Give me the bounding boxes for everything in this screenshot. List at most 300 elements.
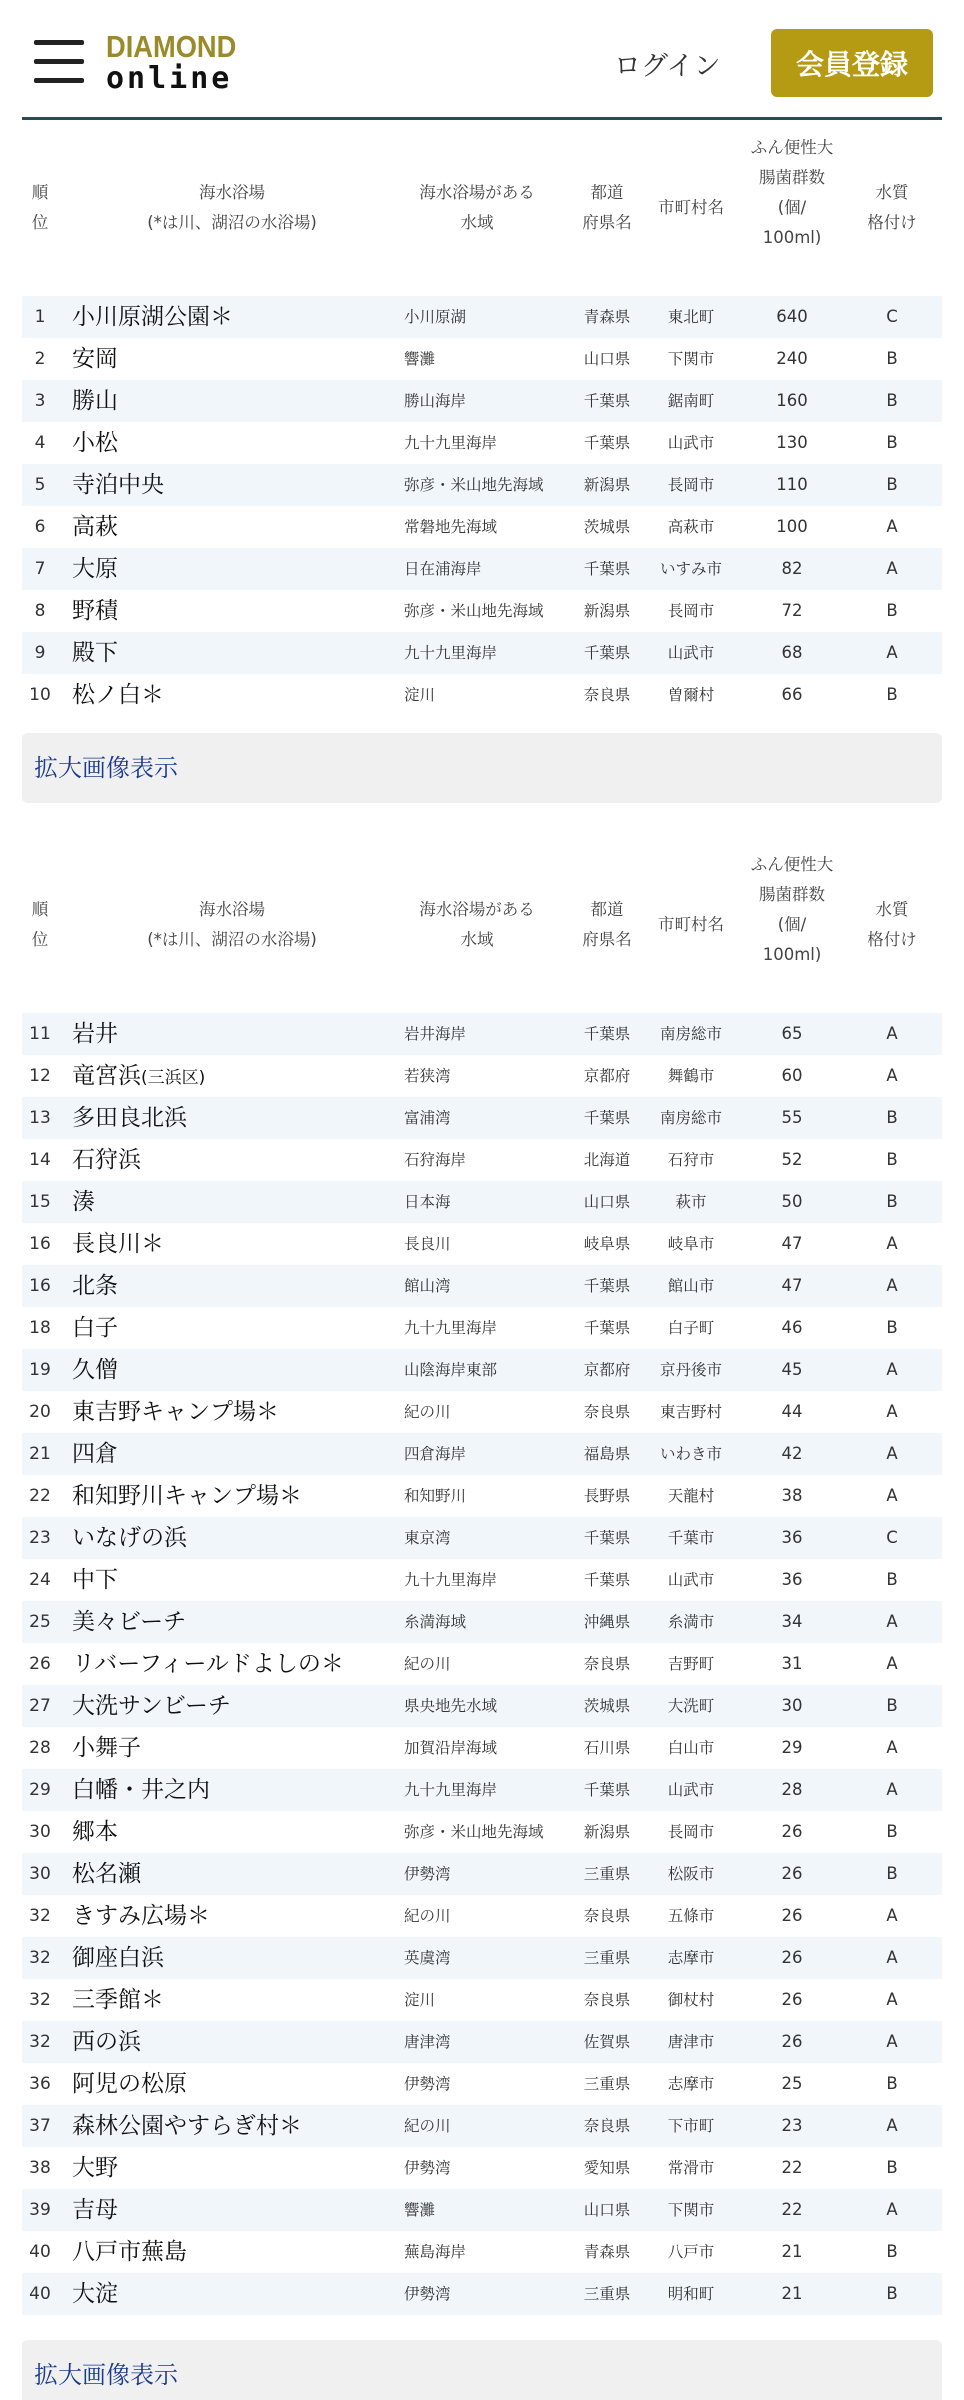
table-row <box>22 674 942 716</box>
beach-name: 竜宮浜 <box>72 1063 141 1089</box>
table-row <box>22 1391 942 1433</box>
city-cell: 白山市 <box>667 1739 715 1757</box>
coliform-count-cell: 29 <box>781 1738 803 1757</box>
logo-line2: online <box>106 61 233 96</box>
coliform-count-cell: 26 <box>781 1948 803 1967</box>
prefecture-cell: 奈良県 <box>583 1907 631 1925</box>
prefecture-cell: 新潟県 <box>583 602 631 620</box>
city-cell: 鋸南町 <box>667 392 715 410</box>
water-area-cell: 富浦湾 <box>404 1109 451 1127</box>
rank-cell: 11 <box>29 1024 51 1044</box>
coliform-count-cell: 34 <box>781 1612 803 1631</box>
city-cell: 志摩市 <box>667 2075 715 2093</box>
quality-grade-cell: A <box>886 1738 898 1757</box>
coliform-count-cell: 26 <box>781 1906 803 1925</box>
rank-cell: 9 <box>34 643 46 663</box>
rank-cell: 32 <box>29 1906 51 1926</box>
quality-grade-cell: B <box>886 2158 898 2177</box>
city-cell: 山武市 <box>667 1781 715 1799</box>
site-header <box>0 0 964 120</box>
coliform-count-cell: 160 <box>776 391 808 410</box>
water-area-cell: 勝山海岸 <box>404 392 467 410</box>
prefecture-cell: 石川県 <box>583 1739 631 1757</box>
header-count-line: 100ml) <box>762 228 822 247</box>
header-grade-line: 水質 <box>875 183 909 202</box>
quality-grade-cell: A <box>886 1486 898 1505</box>
prefecture-cell: 京都府 <box>583 1361 631 1379</box>
rank-cell: 27 <box>29 1696 51 1716</box>
beach-name-cell <box>72 2147 118 2189</box>
city-cell: 志摩市 <box>667 1949 715 1967</box>
rank-cell: 22 <box>29 1486 51 1506</box>
prefecture-cell: 北海道 <box>583 1151 631 1169</box>
rank-cell: 40 <box>29 2284 51 2304</box>
coliform-count-cell: 26 <box>781 1822 803 1841</box>
coliform-count-cell: 47 <box>781 1276 803 1295</box>
water-area-cell: 九十九里海岸 <box>404 1571 498 1589</box>
water-area-cell: 蕪島海岸 <box>404 2243 467 2261</box>
coliform-count-cell: 65 <box>781 1024 803 1043</box>
prefecture-cell: 山口県 <box>583 1193 631 1211</box>
table-row <box>22 1727 942 1769</box>
prefecture-cell: 佐賀県 <box>583 2033 631 2051</box>
beach-name-cell <box>72 2021 141 2063</box>
rank-cell: 24 <box>29 1570 51 1590</box>
header-water-line: 海水浴場がある <box>419 183 535 202</box>
rank-cell: 6 <box>34 517 46 537</box>
city-cell: 下市町 <box>667 2117 715 2135</box>
prefecture-cell: 新潟県 <box>583 1823 631 1841</box>
prefecture-cell: 千葉県 <box>583 1109 631 1127</box>
beach-name: 松名瀬 <box>72 1861 141 1887</box>
rank-cell: 23 <box>29 1528 51 1548</box>
table-body <box>22 1013 942 2315</box>
table-row <box>22 338 942 380</box>
beach-name-cell <box>72 1769 210 1811</box>
water-area-cell: 伊勢湾 <box>404 2075 451 2093</box>
table-row <box>22 1895 942 1937</box>
prefecture-cell: 三重県 <box>583 1949 631 1967</box>
rank-cell: 1 <box>34 307 46 327</box>
quality-grade-cell: A <box>886 1024 898 1043</box>
city-cell: 南房総市 <box>659 1025 722 1043</box>
city-cell: 明和町 <box>667 2285 715 2303</box>
table-row <box>22 1769 942 1811</box>
rank-cell: 18 <box>29 1318 51 1338</box>
coliform-count-cell: 46 <box>781 1318 803 1337</box>
header-pref <box>568 178 646 238</box>
beach-name-cell <box>72 1349 118 1391</box>
rank-cell: 16 <box>29 1276 51 1296</box>
header-grade <box>852 178 932 238</box>
beach-name: 東吉野キャンプ場＊ <box>72 1399 279 1425</box>
prefecture-cell: 千葉県 <box>583 560 631 578</box>
header-grade-line: 格付け <box>867 930 917 949</box>
table-row <box>22 1181 942 1223</box>
coliform-count-cell: 21 <box>781 2242 803 2261</box>
beach-name: いなげの浜 <box>72 1525 187 1551</box>
table-row <box>22 1055 942 1097</box>
quality-grade-cell: A <box>886 1990 898 2009</box>
water-area-cell: 常磐地先海域 <box>404 518 498 536</box>
rank-cell: 13 <box>29 1108 51 1128</box>
quality-grade-cell: A <box>886 1234 898 1253</box>
coliform-count-cell: 22 <box>781 2158 803 2177</box>
header-pref-line: 府県名 <box>582 930 632 949</box>
quality-grade-cell: A <box>886 1066 898 1085</box>
beach-name-cell <box>72 1643 344 1685</box>
header-grade <box>852 895 932 955</box>
table-row <box>22 1265 942 1307</box>
prefecture-cell: 青森県 <box>583 308 631 326</box>
city-cell: 長岡市 <box>667 1823 715 1841</box>
quality-grade-cell: B <box>886 1570 898 1589</box>
coliform-count-cell: 68 <box>781 643 803 662</box>
city-cell: 舞鶴市 <box>667 1067 715 1085</box>
rank-cell: 10 <box>29 685 51 705</box>
table-row <box>22 1685 942 1727</box>
table-row <box>22 548 942 590</box>
beach-name-cell <box>72 2231 187 2273</box>
beach-name: 美々ビーチ <box>72 1609 187 1635</box>
beach-name: 小松 <box>72 430 118 456</box>
prefecture-cell: 千葉県 <box>583 1277 631 1295</box>
water-area-cell: 伊勢湾 <box>404 2285 451 2303</box>
header-city <box>650 910 732 940</box>
city-cell: 千葉市 <box>667 1529 715 1547</box>
table-header <box>22 128 942 296</box>
header-city <box>650 193 732 223</box>
city-cell: 南房総市 <box>659 1109 722 1127</box>
header-name-line: 海水浴場 <box>199 900 265 919</box>
beach-name: 森林公園やすらぎ村＊ <box>72 2113 302 2139</box>
quality-grade-cell: C <box>886 1528 898 1547</box>
water-area-cell: 四倉海岸 <box>404 1445 467 1463</box>
coliform-count-cell: 130 <box>776 433 808 452</box>
city-cell: 高萩市 <box>667 518 715 536</box>
beach-name-cell <box>72 2189 118 2231</box>
beach-name-cell <box>72 1097 187 1139</box>
beach-name: 白子 <box>72 1315 118 1341</box>
table-row <box>22 2273 942 2315</box>
water-area-cell: 加賀沿岸海域 <box>404 1739 498 1757</box>
beach-name-cell <box>72 2063 187 2105</box>
beach-name: きすみ広場＊ <box>72 1903 210 1929</box>
rank-cell: 19 <box>29 1360 51 1380</box>
coliform-count-cell: 55 <box>781 1108 803 1127</box>
prefecture-cell: 福島県 <box>583 1445 631 1463</box>
prefecture-cell: 岐阜県 <box>583 1235 631 1253</box>
beach-name: 郷本 <box>72 1819 118 1845</box>
beach-name: 大原 <box>72 556 118 582</box>
rank-cell: 32 <box>29 1990 51 2010</box>
rank-cell: 20 <box>29 1402 51 1422</box>
quality-grade-cell: B <box>886 601 898 620</box>
coliform-count-cell: 28 <box>781 1780 803 1799</box>
quality-grade-cell: B <box>886 391 898 410</box>
city-cell: 長岡市 <box>667 476 715 494</box>
beach-name-cell <box>72 1307 118 1349</box>
beach-name: 吉母 <box>72 2197 118 2223</box>
rank-cell: 28 <box>29 1738 51 1758</box>
table-row <box>22 1097 942 1139</box>
beach-name-cell <box>72 1853 141 1895</box>
beach-name: 三季館＊ <box>72 1987 164 2013</box>
water-area-cell: 弥彦・米山地先海域 <box>404 476 544 494</box>
water-area-cell: 和知野川 <box>404 1487 467 1505</box>
beach-name-cell <box>72 422 118 464</box>
prefecture-cell: 山口県 <box>583 350 631 368</box>
header-name-line: 海水浴場 <box>199 183 265 202</box>
header-count-line: 腸菌群数 <box>759 885 825 904</box>
prefecture-cell: 千葉県 <box>583 1571 631 1589</box>
table-row <box>22 2231 942 2273</box>
city-cell: いわき市 <box>659 1445 722 1463</box>
quality-grade-cell: A <box>886 517 898 536</box>
header-count-line: 腸菌群数 <box>759 168 825 187</box>
water-area-cell: 伊勢湾 <box>404 2159 451 2177</box>
city-cell: 大洗町 <box>667 1697 715 1715</box>
header-count-line: ふん便性大 <box>750 138 834 157</box>
header-pref-line: 都道 <box>590 183 624 202</box>
water-area-cell: 響灘 <box>404 2201 436 2219</box>
beach-name: 湊 <box>72 1189 95 1215</box>
rank-cell: 38 <box>29 2158 51 2178</box>
beach-name: 西の浜 <box>72 2029 141 2055</box>
beach-name-cell <box>72 464 164 506</box>
table-row <box>22 1349 942 1391</box>
table-row <box>22 2147 942 2189</box>
city-cell: 京丹後市 <box>659 1361 722 1379</box>
coliform-count-cell: 50 <box>781 1192 803 1211</box>
beach-name: 松ノ白＊ <box>72 682 164 708</box>
register-button[interactable]: 会員登録 <box>771 29 933 97</box>
water-area-cell: 英虞湾 <box>404 1949 451 1967</box>
rank-cell: 3 <box>34 391 46 411</box>
quality-grade-cell: A <box>886 1612 898 1631</box>
header-pref-line: 府県名 <box>582 213 632 232</box>
rank-cell: 32 <box>29 2032 51 2052</box>
beach-name-cell <box>72 1181 95 1223</box>
water-area-cell: 弥彦・米山地先海域 <box>404 602 544 620</box>
city-cell: 東吉野村 <box>659 1403 722 1421</box>
prefecture-cell: 茨城県 <box>583 518 631 536</box>
header-divider <box>22 117 942 120</box>
city-cell: 松阪市 <box>667 1865 715 1883</box>
city-cell: 萩市 <box>675 1193 707 1211</box>
zoom-image-link-2[interactable]: 拡大画像表示 <box>22 2340 942 2400</box>
beach-name-cell <box>72 1475 302 1517</box>
table-row <box>22 1937 942 1979</box>
header-count-line: ふん便性大 <box>750 855 834 874</box>
rank-cell: 29 <box>29 1780 51 1800</box>
zoom-image-link-1[interactable]: 拡大画像表示 <box>22 733 942 803</box>
coliform-count-cell: 240 <box>776 349 808 368</box>
beach-name: 四倉 <box>72 1441 118 1467</box>
header-count <box>742 133 842 253</box>
beach-name-cell <box>72 1139 141 1181</box>
beach-name: 阿児の松原 <box>72 2071 187 2097</box>
quality-grade-cell: A <box>886 2032 898 2051</box>
rank-cell: 2 <box>34 349 46 369</box>
water-area-cell: 唐津湾 <box>404 2033 451 2051</box>
water-area-cell: 山陰海岸東部 <box>404 1361 498 1379</box>
header-city-line: 市町村名 <box>658 915 724 934</box>
water-area-cell: 日本海 <box>404 1193 451 1211</box>
water-area-cell: 紀の川 <box>404 1655 451 1673</box>
header-water <box>392 178 562 238</box>
quality-grade-cell: B <box>886 1822 898 1841</box>
table-row <box>22 2189 942 2231</box>
table-row <box>22 1517 942 1559</box>
water-area-cell: 岩井海岸 <box>404 1025 467 1043</box>
quality-grade-cell: B <box>886 1318 898 1337</box>
quality-grade-cell: B <box>886 1696 898 1715</box>
city-cell: 山武市 <box>667 1571 715 1589</box>
login-link[interactable]: ログイン <box>614 51 721 82</box>
coliform-count-cell: 26 <box>781 1990 803 2009</box>
coliform-count-cell: 26 <box>781 2032 803 2051</box>
header-rank-line: 順 <box>31 900 49 919</box>
prefecture-cell: 千葉県 <box>583 1025 631 1043</box>
rank-cell: 40 <box>29 2242 51 2262</box>
prefecture-cell: 茨城県 <box>583 1697 631 1715</box>
rank-cell: 30 <box>29 1864 51 1884</box>
quality-grade-cell: A <box>886 2116 898 2135</box>
site-logo[interactable] <box>106 30 256 96</box>
beach-name: 北条 <box>72 1273 118 1299</box>
rank-cell: 37 <box>29 2116 51 2136</box>
coliform-count-cell: 26 <box>781 1864 803 1883</box>
logo-line1: DIAMOND <box>106 29 237 64</box>
beach-name-cell <box>72 1727 141 1769</box>
beach-name-cell <box>72 632 118 674</box>
coliform-count-cell: 47 <box>781 1234 803 1253</box>
water-area-cell: 県央地先水域 <box>404 1697 498 1715</box>
rank-cell: 12 <box>29 1066 51 1086</box>
header-water <box>392 895 562 955</box>
table-row <box>22 2105 942 2147</box>
quality-grade-cell: A <box>886 1654 898 1673</box>
beach-name-cell <box>72 1937 164 1979</box>
header-count-line: 100ml) <box>762 945 822 964</box>
city-cell: 長岡市 <box>667 602 715 620</box>
beach-name-cell <box>72 2105 302 2147</box>
quality-grade-cell: B <box>886 1864 898 1883</box>
beach-name: 中下 <box>72 1567 118 1593</box>
city-cell: 五條市 <box>667 1907 715 1925</box>
header-pref <box>568 895 646 955</box>
quality-grade-cell: B <box>886 433 898 452</box>
water-area-cell: 九十九里海岸 <box>404 1319 498 1337</box>
coliform-count-cell: 52 <box>781 1150 803 1169</box>
quality-grade-cell: A <box>886 1906 898 1925</box>
water-area-cell: 若狭湾 <box>404 1067 451 1085</box>
table-row <box>22 1433 942 1475</box>
beach-name: 岩井 <box>72 1021 118 1047</box>
coliform-count-cell: 45 <box>781 1360 803 1379</box>
beach-name-cell <box>72 674 164 716</box>
city-cell: 下関市 <box>667 2201 715 2219</box>
table-body <box>22 296 942 716</box>
table-row <box>22 1643 942 1685</box>
city-cell: 岐阜市 <box>667 1235 715 1253</box>
coliform-count-cell: 23 <box>781 2116 803 2135</box>
beach-name: 石狩浜 <box>72 1147 141 1173</box>
quality-grade-cell: B <box>886 2242 898 2261</box>
rank-cell: 8 <box>34 601 46 621</box>
table-row <box>22 1475 942 1517</box>
table-row <box>22 1811 942 1853</box>
prefecture-cell: 奈良県 <box>583 1403 631 1421</box>
coliform-count-cell: 38 <box>781 1486 803 1505</box>
header-water-line: 水域 <box>460 930 494 949</box>
water-area-cell: 長良川 <box>404 1235 451 1253</box>
water-area-cell: 館山湾 <box>404 1277 451 1295</box>
quality-grade-cell: B <box>886 1192 898 1211</box>
coliform-count-cell: 44 <box>781 1402 803 1421</box>
beach-name: 大洗サンビーチ <box>72 1693 231 1719</box>
beach-name: 安岡 <box>72 346 118 372</box>
table-row <box>22 506 942 548</box>
coliform-count-cell: 66 <box>781 685 803 704</box>
beach-name: 勝山 <box>72 388 118 414</box>
water-area-cell: 東京湾 <box>404 1529 451 1547</box>
table-row <box>22 2021 942 2063</box>
beach-name: 白幡・井之内 <box>72 1777 210 1803</box>
coliform-count-cell: 25 <box>781 2074 803 2093</box>
city-cell: いすみ市 <box>659 560 722 578</box>
table-row <box>22 1559 942 1601</box>
prefecture-cell: 京都府 <box>583 1067 631 1085</box>
quality-grade-cell: A <box>886 2200 898 2219</box>
table-row <box>22 2063 942 2105</box>
quality-grade-cell: A <box>886 1402 898 1421</box>
quality-grade-cell: B <box>886 2074 898 2093</box>
quality-grade-cell: A <box>886 1360 898 1379</box>
city-cell: 山武市 <box>667 434 715 452</box>
table-row <box>22 464 942 506</box>
city-cell: 糸満市 <box>667 1613 715 1631</box>
city-cell: 吉野町 <box>667 1655 715 1673</box>
header-count-line: (個/ <box>777 198 807 217</box>
water-area-cell: 糸満海域 <box>404 1613 467 1631</box>
rank-cell: 39 <box>29 2200 51 2220</box>
beach-name-cell <box>72 548 118 590</box>
beach-name: 八戸市蕪島 <box>72 2239 187 2265</box>
beach-name-cell <box>72 1559 118 1601</box>
quality-grade-cell: C <box>886 307 898 326</box>
city-cell: 石狩市 <box>667 1151 715 1169</box>
beach-name-cell <box>72 380 118 422</box>
rank-cell: 30 <box>29 1822 51 1842</box>
coliform-count-cell: 82 <box>781 559 803 578</box>
quality-grade-cell: A <box>886 1780 898 1799</box>
city-cell: 白子町 <box>667 1319 715 1337</box>
rank-cell: 25 <box>29 1612 51 1632</box>
beach-name: 殿下 <box>72 640 118 666</box>
table-row <box>22 1979 942 2021</box>
beach-name-cell <box>72 1601 186 1643</box>
water-area-cell: 日在浦海岸 <box>404 560 482 578</box>
rank-cell: 5 <box>34 475 46 495</box>
quality-grade-cell: A <box>886 1444 898 1463</box>
water-area-cell: 響灘 <box>404 350 436 368</box>
rank-cell: 26 <box>29 1654 51 1674</box>
coliform-count-cell: 30 <box>781 1696 803 1715</box>
menu-icon[interactable] <box>34 40 84 84</box>
city-cell: 下関市 <box>667 350 715 368</box>
